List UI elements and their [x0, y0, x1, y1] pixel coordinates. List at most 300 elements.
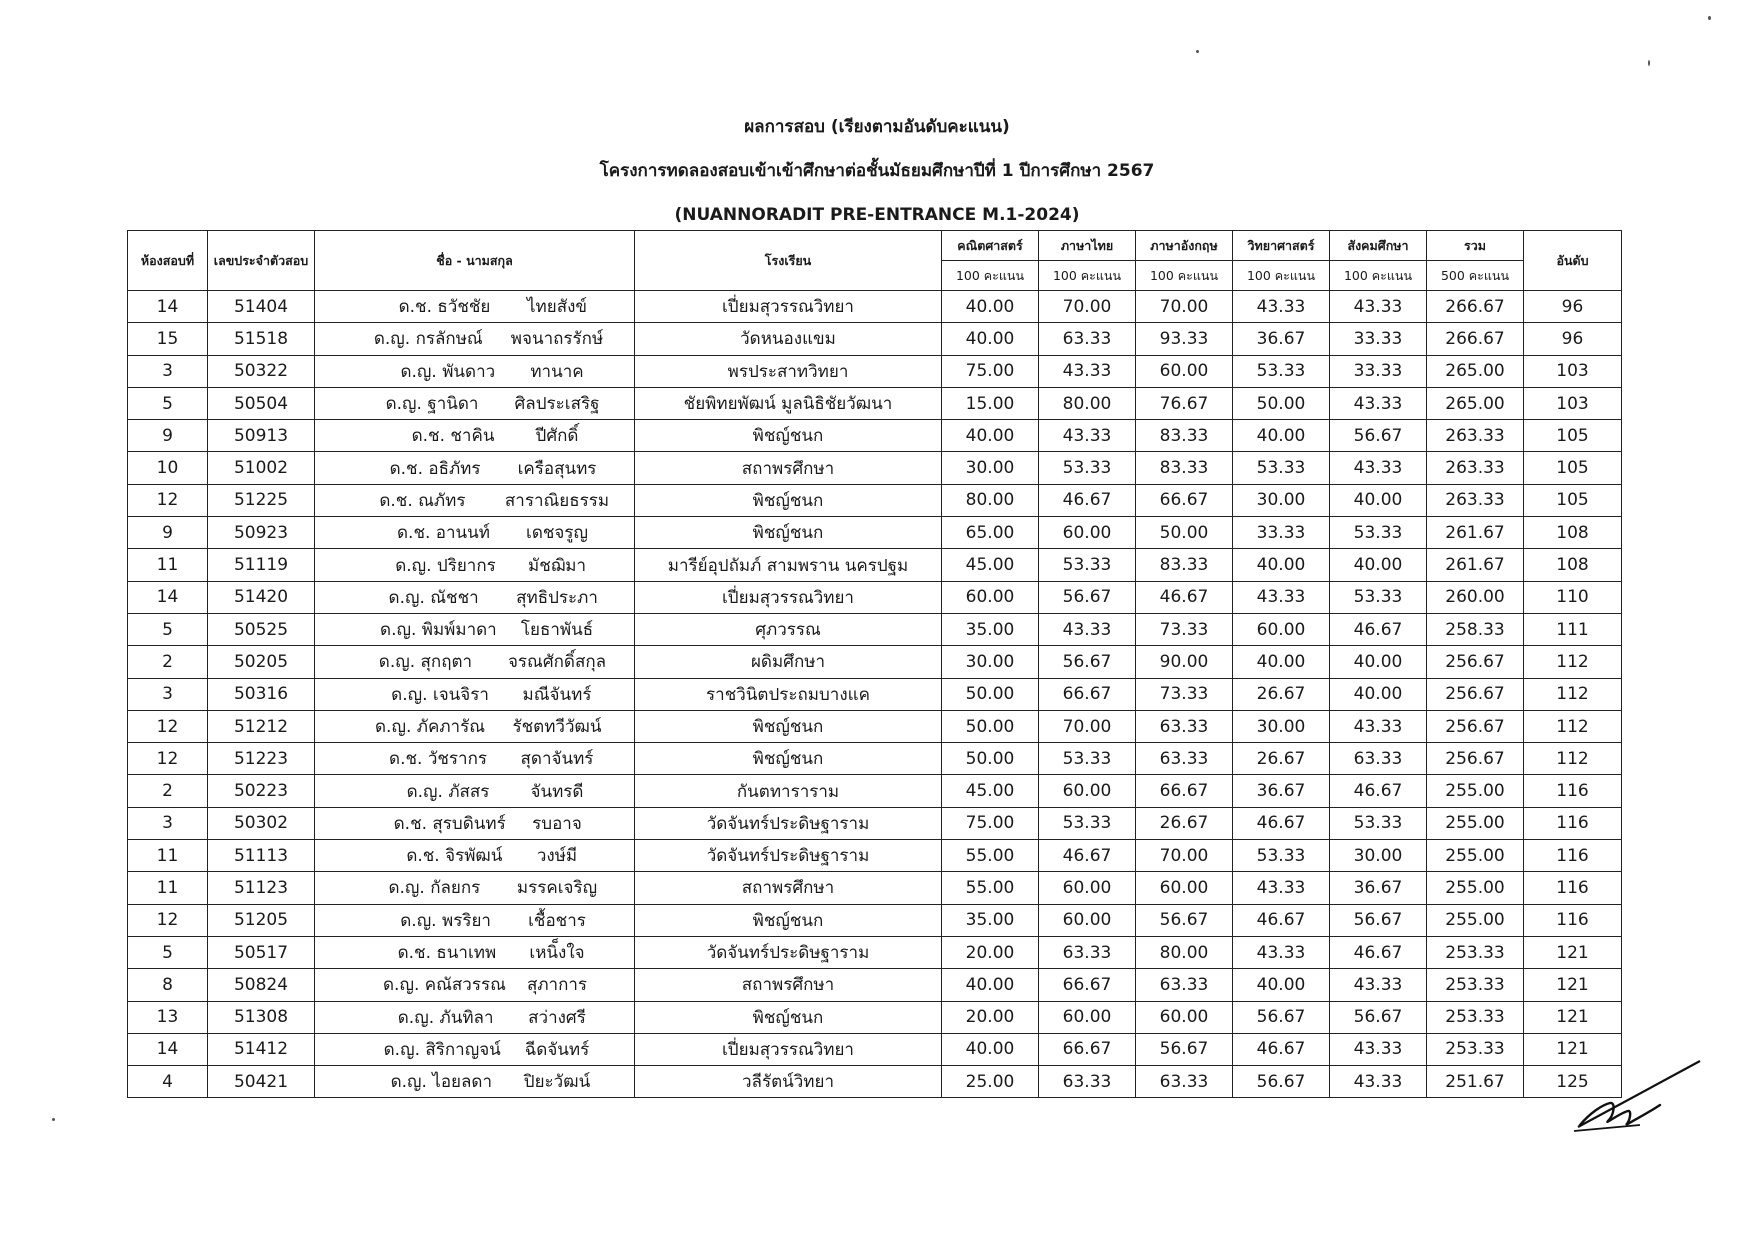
cell-math: 55.00	[942, 872, 1039, 904]
cell-total: 261.67	[1427, 549, 1524, 581]
cell-thai: 66.67	[1039, 1033, 1136, 1065]
cell-social: 53.33	[1330, 581, 1427, 613]
table-row	[128, 355, 1622, 387]
cell-room: 9	[128, 517, 208, 549]
cell-math: 20.00	[942, 936, 1039, 968]
cell-rank: 110	[1524, 581, 1622, 613]
cell-social: 40.00	[1330, 646, 1427, 678]
header-row	[128, 231, 1622, 261]
cell-school: สถาพรศึกษา	[635, 452, 942, 484]
table-row	[128, 743, 1622, 775]
cell-school: พิชญ์ชนก	[635, 420, 942, 452]
last-name: มัชฌิมา	[527, 555, 587, 576]
cell-thai: 60.00	[1039, 904, 1136, 936]
last-name: เดชจรูญ	[526, 523, 588, 544]
header-english-max: 100 คะแนน	[1136, 261, 1233, 291]
last-name: ปิยะวัฒน์	[523, 1072, 591, 1093]
cell-total: 253.33	[1427, 1001, 1524, 1033]
cell-social: 43.33	[1330, 710, 1427, 742]
cell-english: 60.00	[1136, 1001, 1233, 1033]
cell-math: 35.00	[942, 613, 1039, 645]
cell-exam-id: 50517	[208, 936, 315, 968]
cell-name	[315, 581, 635, 613]
cell-rank: 121	[1524, 1033, 1622, 1065]
last-name: จรณศักดิ์สกุล	[507, 652, 607, 673]
cell-social: 53.33	[1330, 807, 1427, 839]
cell-english: 63.33	[1136, 710, 1233, 742]
cell-thai: 53.33	[1039, 549, 1136, 581]
cell-rank: 111	[1524, 613, 1622, 645]
cell-school: เปี่ยมสุวรรณวิทยา	[635, 291, 942, 323]
cell-english: 70.00	[1136, 840, 1233, 872]
cell-name	[315, 291, 635, 323]
cell-rank: 108	[1524, 549, 1622, 581]
cell-total: 255.00	[1427, 904, 1524, 936]
cell-school: พิชญ์ชนก	[635, 743, 942, 775]
first-name: ด.ญ. สุกฤตา	[378, 652, 473, 673]
cell-total: 256.67	[1427, 710, 1524, 742]
cell-social: 46.67	[1330, 936, 1427, 968]
cell-total: 260.00	[1427, 581, 1524, 613]
cell-thai: 60.00	[1039, 872, 1136, 904]
cell-social: 46.67	[1330, 775, 1427, 807]
cell-math: 30.00	[942, 646, 1039, 678]
cell-rank: 121	[1524, 936, 1622, 968]
cell-rank: 96	[1524, 291, 1622, 323]
cell-thai: 60.00	[1039, 1001, 1136, 1033]
cell-room: 5	[128, 613, 208, 645]
cell-name	[315, 840, 635, 872]
cell-social: 43.33	[1330, 387, 1427, 419]
cell-thai: 63.33	[1039, 1066, 1136, 1098]
first-name: ด.ญ. เจนจิรา	[391, 684, 489, 705]
last-name: สาราณิยธรรม	[504, 490, 610, 511]
header-math: คณิตศาสตร์	[942, 231, 1039, 261]
cell-math: 40.00	[942, 420, 1039, 452]
header-thai: ภาษาไทย	[1039, 231, 1136, 261]
first-name: ด.ญ. คณัสวรรณ	[383, 975, 506, 996]
header-thai-max: 100 คะแนน	[1039, 261, 1136, 291]
cell-total: 263.33	[1427, 452, 1524, 484]
cell-room: 8	[128, 969, 208, 1001]
cell-school: ชัยพิทยพัฒน์ มูลนิธิชัยวัฒนา	[635, 387, 942, 419]
table-row	[128, 872, 1622, 904]
cell-english: 93.33	[1136, 323, 1233, 355]
cell-exam-id: 51225	[208, 484, 315, 516]
cell-science: 43.33	[1233, 581, 1330, 613]
first-name: ด.ญ. พันดาว	[400, 361, 496, 382]
cell-science: 40.00	[1233, 969, 1330, 1001]
cell-social: 33.33	[1330, 323, 1427, 355]
last-name: พจนาถรรักษ์	[510, 329, 604, 350]
cell-science: 56.67	[1233, 1001, 1330, 1033]
cell-room: 2	[128, 775, 208, 807]
cell-math: 75.00	[942, 355, 1039, 387]
cell-science: 60.00	[1233, 613, 1330, 645]
cell-name	[315, 904, 635, 936]
table-row	[128, 581, 1622, 613]
cell-math: 60.00	[942, 581, 1039, 613]
cell-exam-id: 51119	[208, 549, 315, 581]
cell-math: 45.00	[942, 549, 1039, 581]
cell-rank: 121	[1524, 969, 1622, 1001]
first-name: ด.ญ. ไอยลดา	[390, 1072, 493, 1093]
title-results: ผลการสอบ (เรียงตามอันดับคะแนน)	[744, 117, 1010, 137]
cell-school: พิชญ์ชนก	[635, 1001, 942, 1033]
cell-name	[315, 678, 635, 710]
header-room: ห้องสอบที่	[128, 231, 208, 291]
first-name: ด.ช. ธวัชชัย	[398, 297, 491, 318]
cell-science: 43.33	[1233, 936, 1330, 968]
cell-name	[315, 323, 635, 355]
cell-english: 90.00	[1136, 646, 1233, 678]
cell-school: มารีย์อุปถัมภ์ สามพราน นครปฐม	[635, 549, 942, 581]
header-school: โรงเรียน	[635, 231, 942, 291]
cell-thai: 70.00	[1039, 710, 1136, 742]
cell-total: 255.00	[1427, 840, 1524, 872]
cell-thai: 46.67	[1039, 840, 1136, 872]
cell-english: 73.33	[1136, 613, 1233, 645]
header-total-max: 500 คะแนน	[1427, 261, 1524, 291]
cell-thai: 66.67	[1039, 969, 1136, 1001]
cell-name	[315, 1033, 635, 1065]
cell-social: 43.33	[1330, 291, 1427, 323]
first-name: ด.ญ. กัลยกร	[388, 878, 481, 899]
cell-exam-id: 51223	[208, 743, 315, 775]
cell-english: 56.67	[1136, 1033, 1233, 1065]
cell-name	[315, 1001, 635, 1033]
cell-math: 15.00	[942, 387, 1039, 419]
cell-thai: 66.67	[1039, 678, 1136, 710]
cell-name	[315, 775, 635, 807]
cell-exam-id: 51412	[208, 1033, 315, 1065]
cell-school: พิชญ์ชนก	[635, 710, 942, 742]
cell-math: 30.00	[942, 452, 1039, 484]
cell-math: 35.00	[942, 904, 1039, 936]
cell-science: 40.00	[1233, 646, 1330, 678]
title-event: (NUANNORADIT PRE-ENTRANCE M.1-2024)	[674, 205, 1080, 225]
cell-rank: 108	[1524, 517, 1622, 549]
cell-english: 66.67	[1136, 775, 1233, 807]
cell-math: 50.00	[942, 678, 1039, 710]
cell-science: 43.33	[1233, 291, 1330, 323]
last-name: เหนิ็งใจ	[529, 943, 585, 964]
cell-school: เปี่ยมสุวรรณวิทยา	[635, 581, 942, 613]
cell-math: 45.00	[942, 775, 1039, 807]
cell-exam-id: 50504	[208, 387, 315, 419]
cell-science: 46.67	[1233, 1033, 1330, 1065]
header-total: รวม	[1427, 231, 1524, 261]
cell-room: 12	[128, 904, 208, 936]
first-name: ด.ช. ณภัทร	[379, 490, 466, 511]
first-name: ด.ช. จิรพัฒน์	[406, 846, 503, 867]
header-math-max: 100 คะแนน	[942, 261, 1039, 291]
cell-rank: 103	[1524, 387, 1622, 419]
cell-rank: 125	[1524, 1066, 1622, 1098]
first-name: ด.ญ. สิริกาญจน์	[383, 1039, 501, 1060]
last-name: มณีจันทร์	[522, 684, 592, 705]
cell-science: 30.00	[1233, 710, 1330, 742]
cell-total: 256.67	[1427, 646, 1524, 678]
cell-total: 261.67	[1427, 517, 1524, 549]
first-name: ด.ญ. ภัคภารัณ	[375, 717, 485, 737]
cell-rank: 112	[1524, 678, 1622, 710]
cell-room: 12	[128, 710, 208, 742]
document-titles	[0, 105, 1754, 237]
cell-english: 83.33	[1136, 549, 1233, 581]
last-name: จันทรดี	[530, 781, 584, 802]
first-name: ด.ญ. ภัสสร	[406, 781, 490, 802]
first-name: ด.ช. สุรบดินทร์	[393, 813, 506, 834]
cell-school: สถาพรศึกษา	[635, 872, 942, 904]
first-name: ด.ญ. ภันทิลา	[397, 1007, 494, 1028]
header-science: วิทยาศาสตร์	[1233, 231, 1330, 261]
cell-exam-id: 51123	[208, 872, 315, 904]
cell-rank: 116	[1524, 904, 1622, 936]
cell-english: 73.33	[1136, 678, 1233, 710]
scan-speck	[1196, 50, 1199, 53]
cell-thai: 43.33	[1039, 420, 1136, 452]
table-row	[128, 678, 1622, 710]
cell-math: 55.00	[942, 840, 1039, 872]
cell-english: 46.67	[1136, 581, 1233, 613]
cell-name	[315, 1066, 635, 1098]
first-name: ด.ญ. ฐานิดา	[385, 394, 479, 415]
cell-total: 256.67	[1427, 678, 1524, 710]
cell-exam-id: 50421	[208, 1066, 315, 1098]
last-name: ทานาค	[530, 361, 584, 382]
header-exam-id: เลขประจำตัวสอบ	[208, 231, 315, 291]
first-name: ด.ช. ชาคิน	[411, 426, 495, 447]
last-name: เชื้อชาร	[528, 910, 586, 931]
cell-science: 30.00	[1233, 484, 1330, 516]
cell-room: 4	[128, 1066, 208, 1098]
cell-science: 36.67	[1233, 323, 1330, 355]
first-name: ด.ช. อธิภัทร	[389, 458, 481, 479]
cell-thai: 63.33	[1039, 323, 1136, 355]
cell-exam-id: 50223	[208, 775, 315, 807]
cell-name	[315, 936, 635, 968]
cell-room: 10	[128, 452, 208, 484]
cell-thai: 53.33	[1039, 452, 1136, 484]
title-project: โครงการทดลองสอบเข้าเข้าศึกษาต่อชั้นมัธยมศึกษาปีที่ 1 ปีการศึกษา 2567	[599, 161, 1155, 181]
cell-social: 53.33	[1330, 517, 1427, 549]
cell-social: 30.00	[1330, 840, 1427, 872]
table-row	[128, 1033, 1622, 1065]
cell-rank: 105	[1524, 420, 1622, 452]
cell-room: 3	[128, 355, 208, 387]
cell-english: 60.00	[1136, 355, 1233, 387]
table-row	[128, 420, 1622, 452]
cell-social: 36.67	[1330, 872, 1427, 904]
first-name: ด.ญ. พรริยา	[400, 910, 491, 931]
cell-science: 46.67	[1233, 807, 1330, 839]
cell-math: 40.00	[942, 1033, 1039, 1065]
cell-school: ราชวินิตประถมบางแค	[635, 678, 942, 710]
table-row	[128, 936, 1622, 968]
table-row	[128, 613, 1622, 645]
table-row	[128, 549, 1622, 581]
cell-english: 70.00	[1136, 291, 1233, 323]
cell-exam-id: 51205	[208, 904, 315, 936]
cell-name	[315, 710, 635, 742]
cell-exam-id: 50316	[208, 678, 315, 710]
first-name: ด.ญ. พิมพ์มาดา	[380, 620, 497, 641]
cell-english: 83.33	[1136, 452, 1233, 484]
signature-mark	[1570, 1055, 1710, 1135]
cell-rank: 112	[1524, 710, 1622, 742]
cell-exam-id: 50205	[208, 646, 315, 678]
cell-math: 80.00	[942, 484, 1039, 516]
cell-name	[315, 452, 635, 484]
table-row	[128, 904, 1622, 936]
cell-room: 13	[128, 1001, 208, 1033]
cell-school: วัดจันทร์ประดิษฐาราม	[635, 936, 942, 968]
cell-room: 15	[128, 323, 208, 355]
table-row	[128, 807, 1622, 839]
last-name: โยธาพันธ์	[520, 620, 594, 641]
first-name: ด.ช. ธนาเทพ	[397, 943, 497, 964]
cell-social: 56.67	[1330, 420, 1427, 452]
last-name: ปีศักดิ์	[535, 426, 579, 447]
last-name: ศิลประเสริฐ	[514, 394, 600, 415]
cell-english: 63.33	[1136, 969, 1233, 1001]
cell-science: 56.67	[1233, 1066, 1330, 1098]
cell-school: พิชญ์ชนก	[635, 517, 942, 549]
cell-thai: 53.33	[1039, 807, 1136, 839]
cell-science: 26.67	[1233, 678, 1330, 710]
cell-school: วัดจันทร์ประดิษฐาราม	[635, 840, 942, 872]
cell-rank: 116	[1524, 872, 1622, 904]
cell-total: 253.33	[1427, 1033, 1524, 1065]
cell-science: 53.33	[1233, 452, 1330, 484]
cell-thai: 43.33	[1039, 355, 1136, 387]
last-name: มรรคเจริญ	[516, 878, 598, 899]
cell-total: 255.00	[1427, 775, 1524, 807]
cell-school: วัดจันทร์ประดิษฐาราม	[635, 807, 942, 839]
header-social: สังคมศึกษา	[1330, 231, 1427, 261]
cell-room: 11	[128, 840, 208, 872]
cell-total: 263.33	[1427, 420, 1524, 452]
cell-exam-id: 50525	[208, 613, 315, 645]
cell-science: 40.00	[1233, 420, 1330, 452]
table-row	[128, 775, 1622, 807]
cell-english: 50.00	[1136, 517, 1233, 549]
cell-thai: 56.67	[1039, 581, 1136, 613]
header-social-max: 100 คะแนน	[1330, 261, 1427, 291]
cell-thai: 60.00	[1039, 517, 1136, 549]
table-row	[128, 710, 1622, 742]
cell-thai: 43.33	[1039, 613, 1136, 645]
table-row	[128, 291, 1622, 323]
table-row	[128, 387, 1622, 419]
cell-science: 46.67	[1233, 904, 1330, 936]
cell-social: 63.33	[1330, 743, 1427, 775]
cell-thai: 46.67	[1039, 484, 1136, 516]
cell-total: 255.00	[1427, 872, 1524, 904]
cell-math: 40.00	[942, 291, 1039, 323]
cell-room: 12	[128, 743, 208, 775]
last-name: รัชตทวีวัฒน์	[512, 717, 602, 737]
cell-english: 83.33	[1136, 420, 1233, 452]
cell-english: 63.33	[1136, 743, 1233, 775]
cell-social: 40.00	[1330, 678, 1427, 710]
table-row	[128, 517, 1622, 549]
header-name: ชื่อ - นามสกุล	[315, 231, 635, 291]
cell-school: สถาพรศึกษา	[635, 969, 942, 1001]
cell-room: 3	[128, 807, 208, 839]
cell-social: 56.67	[1330, 1001, 1427, 1033]
cell-total: 258.33	[1427, 613, 1524, 645]
first-name: ด.ญ. กรลักษณ์	[373, 329, 483, 350]
cell-exam-id: 50322	[208, 355, 315, 387]
last-name: รบอาจ	[532, 813, 582, 834]
table-row	[128, 1001, 1622, 1033]
last-name: สว่างศรี	[528, 1007, 586, 1028]
table-row	[128, 484, 1622, 516]
cell-name	[315, 420, 635, 452]
first-name: ด.ญ. ณัชชา	[388, 587, 479, 608]
cell-room: 14	[128, 581, 208, 613]
cell-math: 75.00	[942, 807, 1039, 839]
cell-science: 36.67	[1233, 775, 1330, 807]
cell-exam-id: 50923	[208, 517, 315, 549]
cell-school: เปี่ยมสุวรรณวิทยา	[635, 1033, 942, 1065]
cell-room: 12	[128, 484, 208, 516]
cell-exam-id: 50302	[208, 807, 315, 839]
cell-exam-id: 50913	[208, 420, 315, 452]
scan-speck	[52, 1118, 55, 1121]
cell-english: 76.67	[1136, 387, 1233, 419]
cell-total: 251.67	[1427, 1066, 1524, 1098]
cell-total: 253.33	[1427, 969, 1524, 1001]
cell-social: 43.33	[1330, 452, 1427, 484]
cell-thai: 60.00	[1039, 775, 1136, 807]
cell-room: 11	[128, 549, 208, 581]
scan-speck	[1648, 60, 1650, 66]
cell-math: 65.00	[942, 517, 1039, 549]
cell-room: 11	[128, 872, 208, 904]
first-name: ด.ญ. ปริยากร	[395, 555, 496, 576]
cell-rank: 116	[1524, 775, 1622, 807]
cell-school: วัดหนองแขม	[635, 323, 942, 355]
cell-english: 63.33	[1136, 1066, 1233, 1098]
table-row	[128, 323, 1622, 355]
cell-social: 56.67	[1330, 904, 1427, 936]
cell-rank: 116	[1524, 807, 1622, 839]
table-row	[128, 1066, 1622, 1098]
cell-thai: 53.33	[1039, 743, 1136, 775]
cell-english: 60.00	[1136, 872, 1233, 904]
cell-social: 43.33	[1330, 1033, 1427, 1065]
table-row	[128, 452, 1622, 484]
cell-science: 50.00	[1233, 387, 1330, 419]
cell-exam-id: 51420	[208, 581, 315, 613]
cell-school: กันตทาราราม	[635, 775, 942, 807]
cell-science: 53.33	[1233, 355, 1330, 387]
cell-social: 40.00	[1330, 484, 1427, 516]
cell-social: 40.00	[1330, 549, 1427, 581]
cell-exam-id: 51308	[208, 1001, 315, 1033]
cell-name	[315, 355, 635, 387]
cell-rank: 112	[1524, 743, 1622, 775]
header-english: ภาษาอังกฤษ	[1136, 231, 1233, 261]
results-body	[128, 291, 1622, 1098]
cell-thai: 70.00	[1039, 291, 1136, 323]
cell-room: 5	[128, 387, 208, 419]
first-name: ด.ช. อานนท์	[397, 523, 491, 544]
cell-school: วลีรัตน์วิทยา	[635, 1066, 942, 1098]
